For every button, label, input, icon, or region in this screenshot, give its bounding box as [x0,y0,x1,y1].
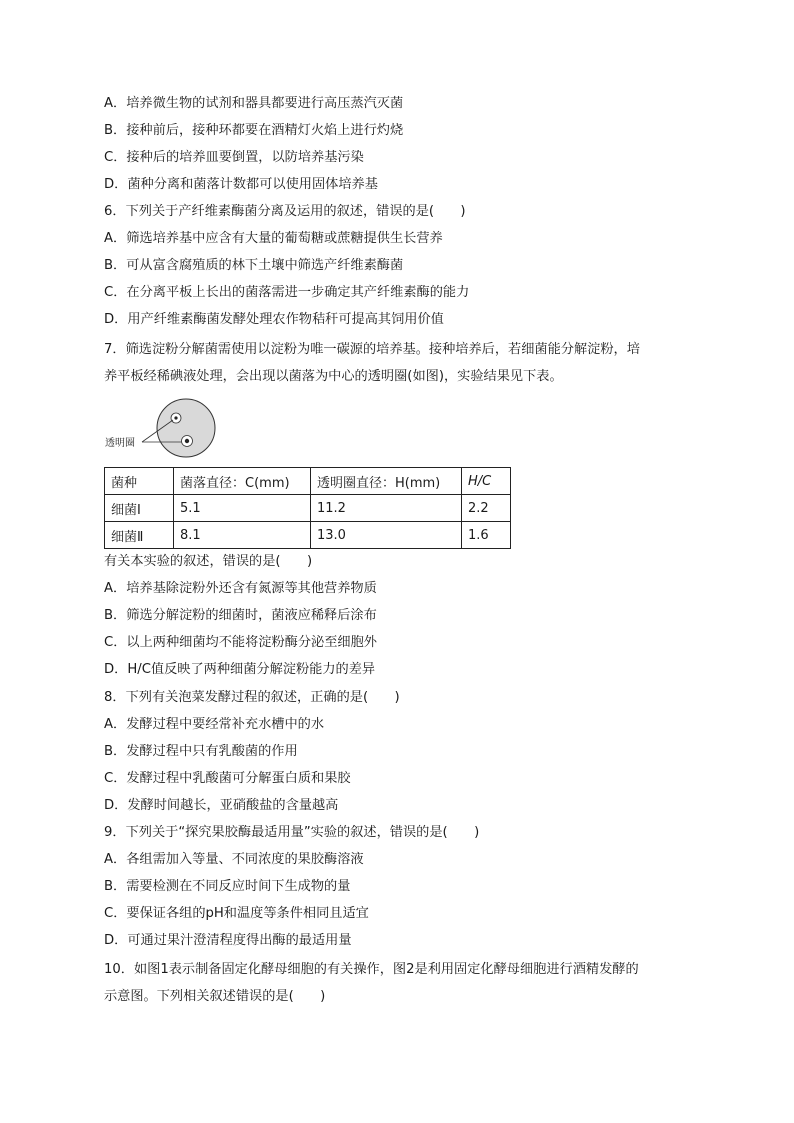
header-clear-zone-diameter: 透明圈直径：H(mm) [311,468,462,495]
q8-stem: 8．下列有关泡菜发酵过程的叙述，正确的是( ) [104,690,400,705]
q5-option-d: D．菌种分离和菌落计数都可以使用固体培养基 [104,177,378,192]
q6-stem: 6．下列关于产纤维素酶菌分离及运用的叙述，错误的是( ) [104,204,466,219]
q9-option-a: A．各组需加入等量、不同浓度的果胶酶溶液 [104,852,364,867]
q10-stem-line1: 10．如图1表示制备固定化酵母细胞的有关操作，图2是利用固定化酵母细胞进行酒精发酵的 [104,962,639,977]
plate-figure [104,398,224,458]
q7-option-a: A．培养基除淀粉外还含有氮源等其他营养物质 [104,581,377,596]
cell-zone: 13.0 [311,522,462,549]
header-ratio: H/C [462,468,511,495]
table-row [105,522,511,549]
q7-stem-line1: 7．筛选淀粉分解菌需使用以淀粉为唯一碳源的培养基。接种培养后，若细菌能分解淀粉，培 [104,342,640,357]
header-strain: 菌种 [105,468,174,495]
cell-ratio: 1.6 [462,522,511,549]
q9-option-c: C．要保证各组的pH和温度等条件相同且适宜 [104,906,369,921]
figure-label: 透明圈 [105,438,135,449]
q6-option-d: D．用产纤维素酶菌发酵处理农作物秸秆可提高其饲用价值 [104,312,444,327]
q6-option-c: C．在分离平板上长出的菌落需进一步确定其产纤维素酶的能力 [104,285,470,300]
q9-option-d: D．可通过果汁澄清程度得出酶的最适用量 [104,933,352,948]
q8-option-a: A．发酵过程中要经常补充水槽中的水 [104,717,325,732]
colony-1 [174,416,177,419]
q5-option-b: B．接种前后，接种环都要在酒精灯火焰上进行灼烧 [104,123,404,138]
q7-option-c: C．以上两种细菌均不能将淀粉酶分泌至细胞外 [104,635,377,650]
cell-strain: 细菌Ⅰ [105,495,174,522]
q9-option-b: B．需要检测在不同反应时间下生成物的量 [104,879,351,894]
cell-zone: 11.2 [311,495,462,522]
q10-stem-line2: 示意图。下列相关叙述错误的是( ) [104,989,326,1004]
q7-option-b: B．筛选分解淀粉的细菌时，菌液应稀释后涂布 [104,608,377,623]
q5-option-a: A．培养微生物的试剂和器具都要进行高压蒸汽灭菌 [104,96,404,111]
colony-2 [185,439,189,443]
q8-option-b: B．发酵过程中只有乳酸菌的作用 [104,744,298,759]
culture-plate [157,399,215,457]
cell-colony: 5.1 [174,495,311,522]
table-header-row [105,468,511,495]
q9-stem: 9．下列关于“探究果胶酶最适用量”实验的叙述，错误的是( ) [104,825,480,840]
q6-option-b: B．可从富含腐殖质的林下土壤中筛选产纤维素酶菌 [104,258,404,273]
q8-option-d: D．发酵时间越长，亚硝酸盐的含量越高 [104,798,339,813]
table-row [105,495,511,522]
cell-colony: 8.1 [174,522,311,549]
cell-ratio: 2.2 [462,495,511,522]
q5-option-c: C．接种后的培养皿要倒置，以防培养基污染 [104,150,364,165]
q7-option-d: D．H/C值反映了两种细菌分解淀粉能力的差异 [104,662,376,677]
header-colony-diameter: 菌落直径：C(mm) [174,468,311,495]
q6-option-a: A．筛选培养基中应含有大量的葡萄糖或蔗糖提供生长营养 [104,231,443,246]
q7-stem-line2: 养平板经稀碘液处理，会出现以菌落为中心的透明圈(如图)，实验结果见下表。 [104,369,563,384]
q7-sub-stem: 有关本实验的叙述，错误的是( ) [104,554,313,569]
q8-option-c: C．发酵过程中乳酸菌可分解蛋白质和果胶 [104,771,351,786]
cell-strain: 细菌Ⅱ [105,522,174,549]
results-table [104,467,511,549]
